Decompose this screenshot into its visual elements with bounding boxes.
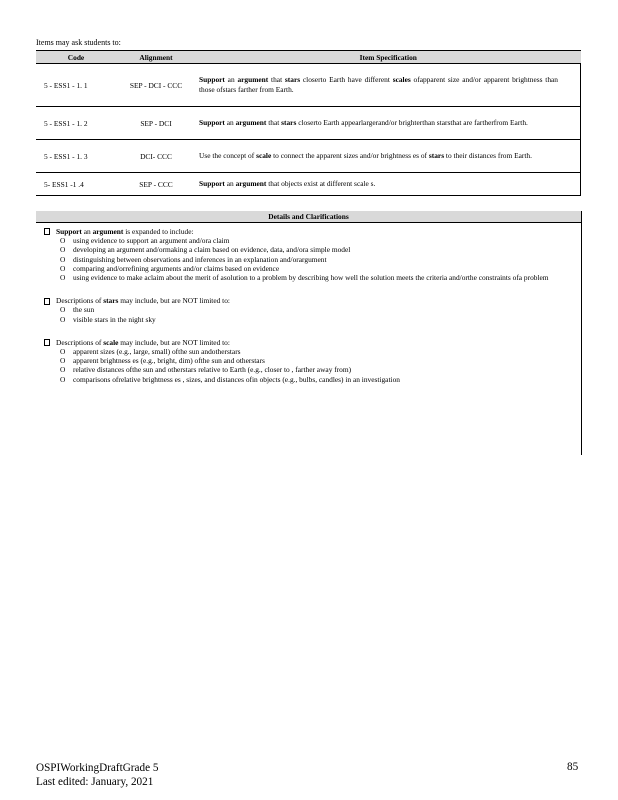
list-item: [44, 347, 567, 356]
list-item: [44, 375, 567, 384]
text-run: is expanded to include:: [123, 227, 194, 236]
table-row: [36, 107, 581, 140]
list-item: [44, 356, 567, 365]
circle-bullet-icon: O: [60, 356, 66, 366]
table-row: [36, 64, 581, 107]
alignment-cell: SEP - DCI - CCC: [116, 64, 196, 107]
details-group: [36, 296, 581, 324]
spec-cell: [196, 140, 581, 173]
list-item: [44, 315, 567, 324]
list-item-text: developing an argument and/ormaking a claim based on evidence, data, and/ora simple model: [73, 245, 351, 255]
text-run: an: [224, 179, 236, 188]
circle-bullet-icon: O: [60, 365, 66, 375]
list-item: [44, 245, 567, 254]
list-item-text: using evidence to make aclaim about the merit of asolution to a problem by describing how well the solution meets the criteria and/orthe constraints ofa problem: [73, 273, 549, 283]
text-run: closerto Earth appearlargerand/or brighterthan starsthat are fartherfrom Earth.: [296, 118, 528, 127]
bold-term: scales: [392, 75, 411, 84]
text-run: to their distances from Earth.: [444, 151, 532, 160]
circle-bullet-icon: O: [60, 254, 66, 264]
details-section: [36, 211, 582, 455]
bold-term: Support: [56, 227, 82, 236]
text-run: Descriptions of: [56, 296, 104, 306]
intro-text: Items may ask students to:: [36, 38, 121, 47]
details-group: [36, 227, 581, 282]
bold-term: stars: [428, 151, 445, 160]
bold-term: argument: [235, 179, 267, 188]
group-lead: [44, 296, 567, 305]
bold-term: scale: [103, 337, 119, 347]
alignment-cell: DCI- CCC: [116, 140, 196, 173]
header-item-specification: Item Specification: [196, 51, 581, 64]
text-run: that: [268, 75, 285, 84]
page-number: 85: [567, 761, 579, 773]
alignment-cell: SEP - CCC: [116, 173, 196, 196]
square-bullet-icon: [44, 296, 56, 305]
details-header: Details and Clarifications: [36, 211, 581, 223]
group-lead: [44, 338, 567, 347]
list-item-text: comparing and/orrefining arguments and/or claims based on evidence: [73, 263, 280, 273]
bold-term: argument: [92, 227, 124, 236]
bold-term: stars: [284, 75, 301, 84]
square-bullet-icon: [44, 227, 56, 236]
code-cell: 5 - ESS1 - 1. 1: [36, 64, 116, 107]
table-header-row: [36, 51, 581, 64]
table-row: [36, 140, 581, 173]
circle-bullet-icon: O: [60, 314, 66, 324]
bold-term: Support: [199, 179, 225, 188]
text-run: to connect the apparent sizes and/or brightness es of: [271, 151, 429, 160]
circle-bullet-icon: O: [60, 236, 66, 246]
alignment-cell: SEP - DCI: [116, 107, 196, 140]
circle-bullet-icon: O: [60, 374, 66, 384]
bold-term: stars: [281, 118, 297, 127]
list-item: [44, 236, 567, 245]
text-run: closerto Earth have different: [300, 75, 393, 84]
circle-bullet-icon: O: [60, 263, 66, 273]
code-cell: 5 - ESS1 - 1. 2: [36, 107, 116, 140]
list-item-text: the sun: [73, 305, 95, 315]
square-bullet-icon: [44, 338, 56, 347]
text-run: may include, but are NOT limited to:: [118, 296, 230, 306]
list-item: [44, 264, 567, 273]
code-cell: 5 - ESS1 - 1. 3: [36, 140, 116, 173]
list-item-text: apparent brightness es (e.g., bright, dim) ofthe sun and otherstars: [73, 356, 265, 366]
bold-term: stars: [103, 296, 119, 306]
text-run: an: [81, 227, 93, 236]
text-run: an: [224, 118, 236, 127]
spec-cell: [196, 64, 581, 107]
group-lead-text: [56, 296, 230, 305]
circle-bullet-icon: O: [60, 347, 66, 357]
text-run: may include, but are NOT limited to:: [118, 337, 230, 347]
group-lead: [44, 227, 567, 236]
list-item-text: distinguishing between observations and inferences in an explanation and/orargument: [73, 254, 327, 264]
bold-term: argument: [235, 118, 267, 127]
text-run: that: [266, 118, 282, 127]
text-run: an: [224, 75, 238, 84]
footer-last-edited: Last edited: January, 2021: [36, 776, 154, 788]
circle-bullet-icon: O: [60, 305, 66, 315]
list-item-text: relative distances ofthe sun and otherstars relative to Earth (e.g., closer to , farther away from): [73, 365, 352, 375]
bold-term: scale: [256, 151, 272, 160]
list-item: [44, 273, 567, 282]
list-item-text: using evidence to support an argument and/ora claim: [73, 236, 230, 246]
list-item: [44, 365, 567, 374]
spec-cell: [196, 173, 581, 196]
list-item: [44, 255, 567, 264]
details-groups: [36, 227, 581, 384]
list-item: [44, 305, 567, 314]
footer-title: OSPIWorkingDraftGrade 5: [36, 762, 159, 774]
circle-bullet-icon: O: [60, 273, 66, 283]
bold-term: Support: [199, 75, 225, 84]
circle-bullet-icon: O: [60, 245, 66, 255]
list-item-text: comparisons ofrelative brightness es , sizes, and distances ofin objects (e.g., bulbs, candles) in an investigation: [73, 374, 400, 384]
text-run: Use the concept of: [199, 151, 257, 160]
table-row: [36, 173, 581, 196]
list-item-text: visible stars in the night sky: [73, 314, 156, 324]
text-run: Descriptions of: [56, 337, 104, 347]
code-cell: 5- ESS1 -1 .4: [36, 173, 116, 196]
footer: [36, 761, 158, 789]
details-group: [36, 338, 581, 384]
list-item-text: apparent sizes (e.g., large, small) ofthe sun andotherstars: [73, 347, 241, 357]
text-run: that objects exist at different scale s.: [266, 179, 376, 188]
bold-term: Support: [199, 118, 225, 127]
bold-term: argument: [237, 75, 269, 84]
item-spec-table: [36, 50, 581, 196]
header-code: Code: [36, 51, 116, 64]
header-alignment: Alignment: [116, 51, 196, 64]
group-lead-text: [56, 338, 230, 347]
text-run: ofapparent size and/or apparent brightness than those ofstars farther from Earth.: [199, 75, 558, 94]
spec-cell: [196, 107, 581, 140]
group-lead-text: [56, 227, 194, 236]
